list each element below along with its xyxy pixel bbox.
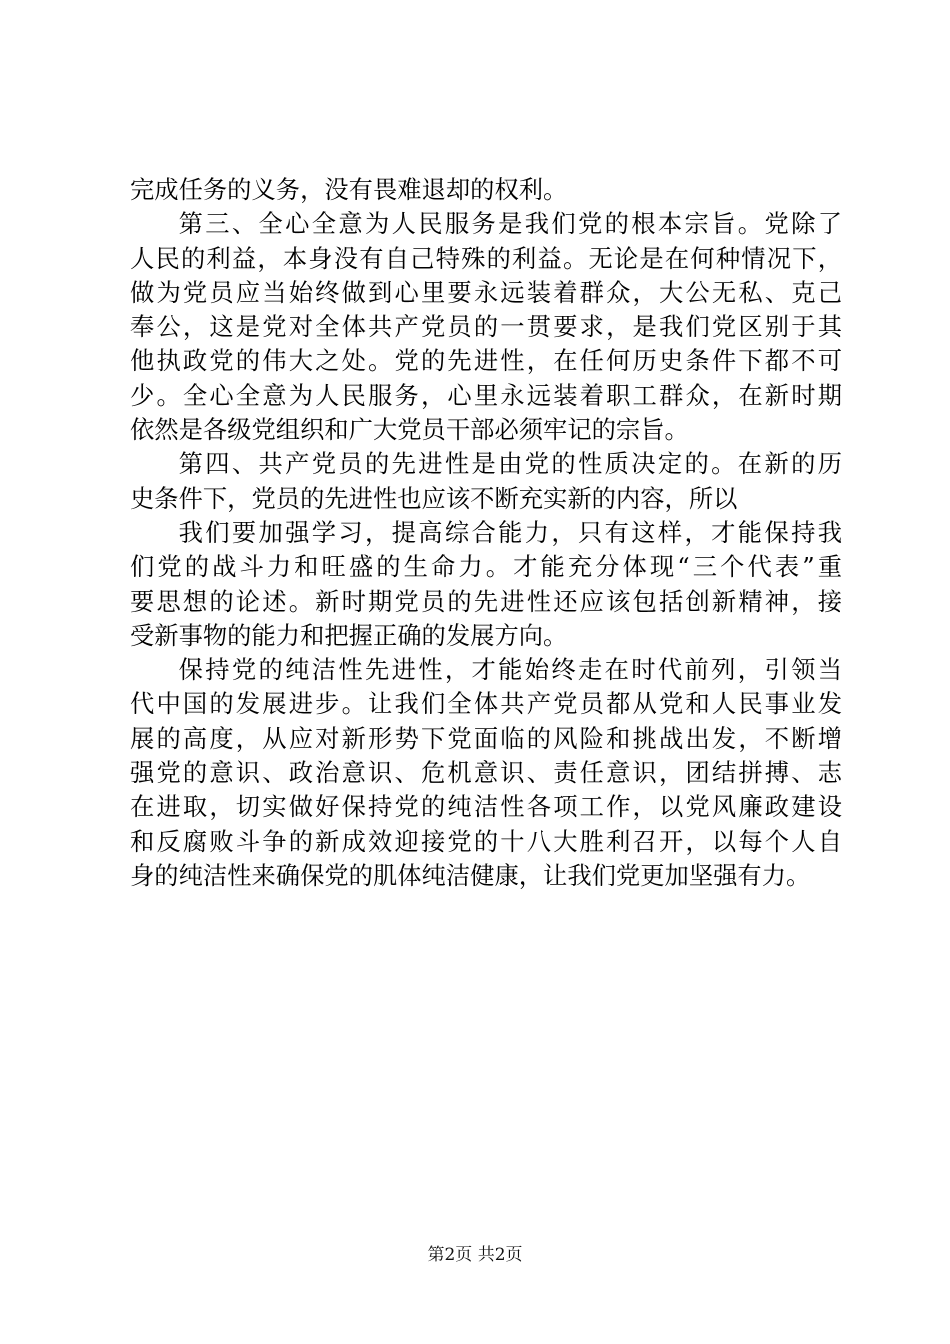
text-line: 人民的利益，本身没有自己特殊的利益。无论是在何种情况下，	[130, 243, 842, 273]
text-line: 展的高度，从应对新形势下党面临的风险和挑战出发，不断增	[130, 723, 842, 753]
text-line: 要思想的论述。新时期党员的先进性还应该包括创新精神，接	[130, 586, 842, 616]
paragraph-third-point	[130, 207, 842, 447]
paragraph-conclusion	[130, 653, 842, 893]
text-line: 他执政党的伟大之处。党的先进性，在任何历史条件下都不可	[130, 346, 842, 376]
text-line: 们党的战斗力和旺盛的生命力。才能充分体现“三个代表”重	[130, 552, 842, 582]
text-line: 少。全心全意为人民服务，心里永远装着职工群众，在新时期	[130, 380, 842, 410]
text-line: 第三、全心全意为人民服务是我们党的根本宗旨。党除了	[178, 209, 842, 239]
text-line: 依然是各级党组织和广大党员干部必须牢记的宗旨。	[130, 415, 689, 445]
text-line: 我们要加强学习，提高综合能力，只有这样，才能保持我	[178, 517, 842, 547]
document-body	[130, 173, 842, 893]
text-line: 奉公，这是党对全体共产党员的一贯要求，是我们党区别于其	[130, 312, 842, 342]
text-line: 史条件下，党员的先进性也应该不断充实新的内容，所以	[130, 483, 738, 513]
text-line: 在进取，切实做好保持党的纯洁性各项工作，以党风廉政建设	[130, 792, 842, 822]
page-number-footer: 第2页 共2页	[427, 1245, 523, 1265]
text-line: 做为党员应当始终做到心里要永远装着群众，大公无私、克己	[130, 277, 842, 307]
text-line: 第四、共产党员的先进性是由党的性质决定的。在新的历	[178, 449, 842, 479]
paragraph-fourth-point	[130, 447, 842, 516]
paragraph-study	[130, 516, 842, 653]
text-line: 身的纯洁性来确保党的肌体纯洁健康，让我们党更加坚强有力。	[130, 860, 811, 890]
text-line: 强党的意识、政治意识、危机意识、责任意识，团结拼搏、志	[130, 758, 842, 788]
text-line: 代中国的发展进步。让我们全体共产党员都从党和人民事业发	[130, 689, 842, 719]
paragraph-continuation	[130, 173, 842, 207]
text-line: 受新事物的能力和把握正确的发展方向。	[130, 620, 568, 650]
text-line: 保持党的纯洁性先进性，才能始终走在时代前列，引领当	[178, 655, 842, 685]
text-line: 完成任务的义务，没有畏难退却的权利。	[130, 175, 568, 204]
text-line: 和反腐败斗争的新成效迎接党的十八大胜利召开，以每个人自	[130, 826, 842, 856]
